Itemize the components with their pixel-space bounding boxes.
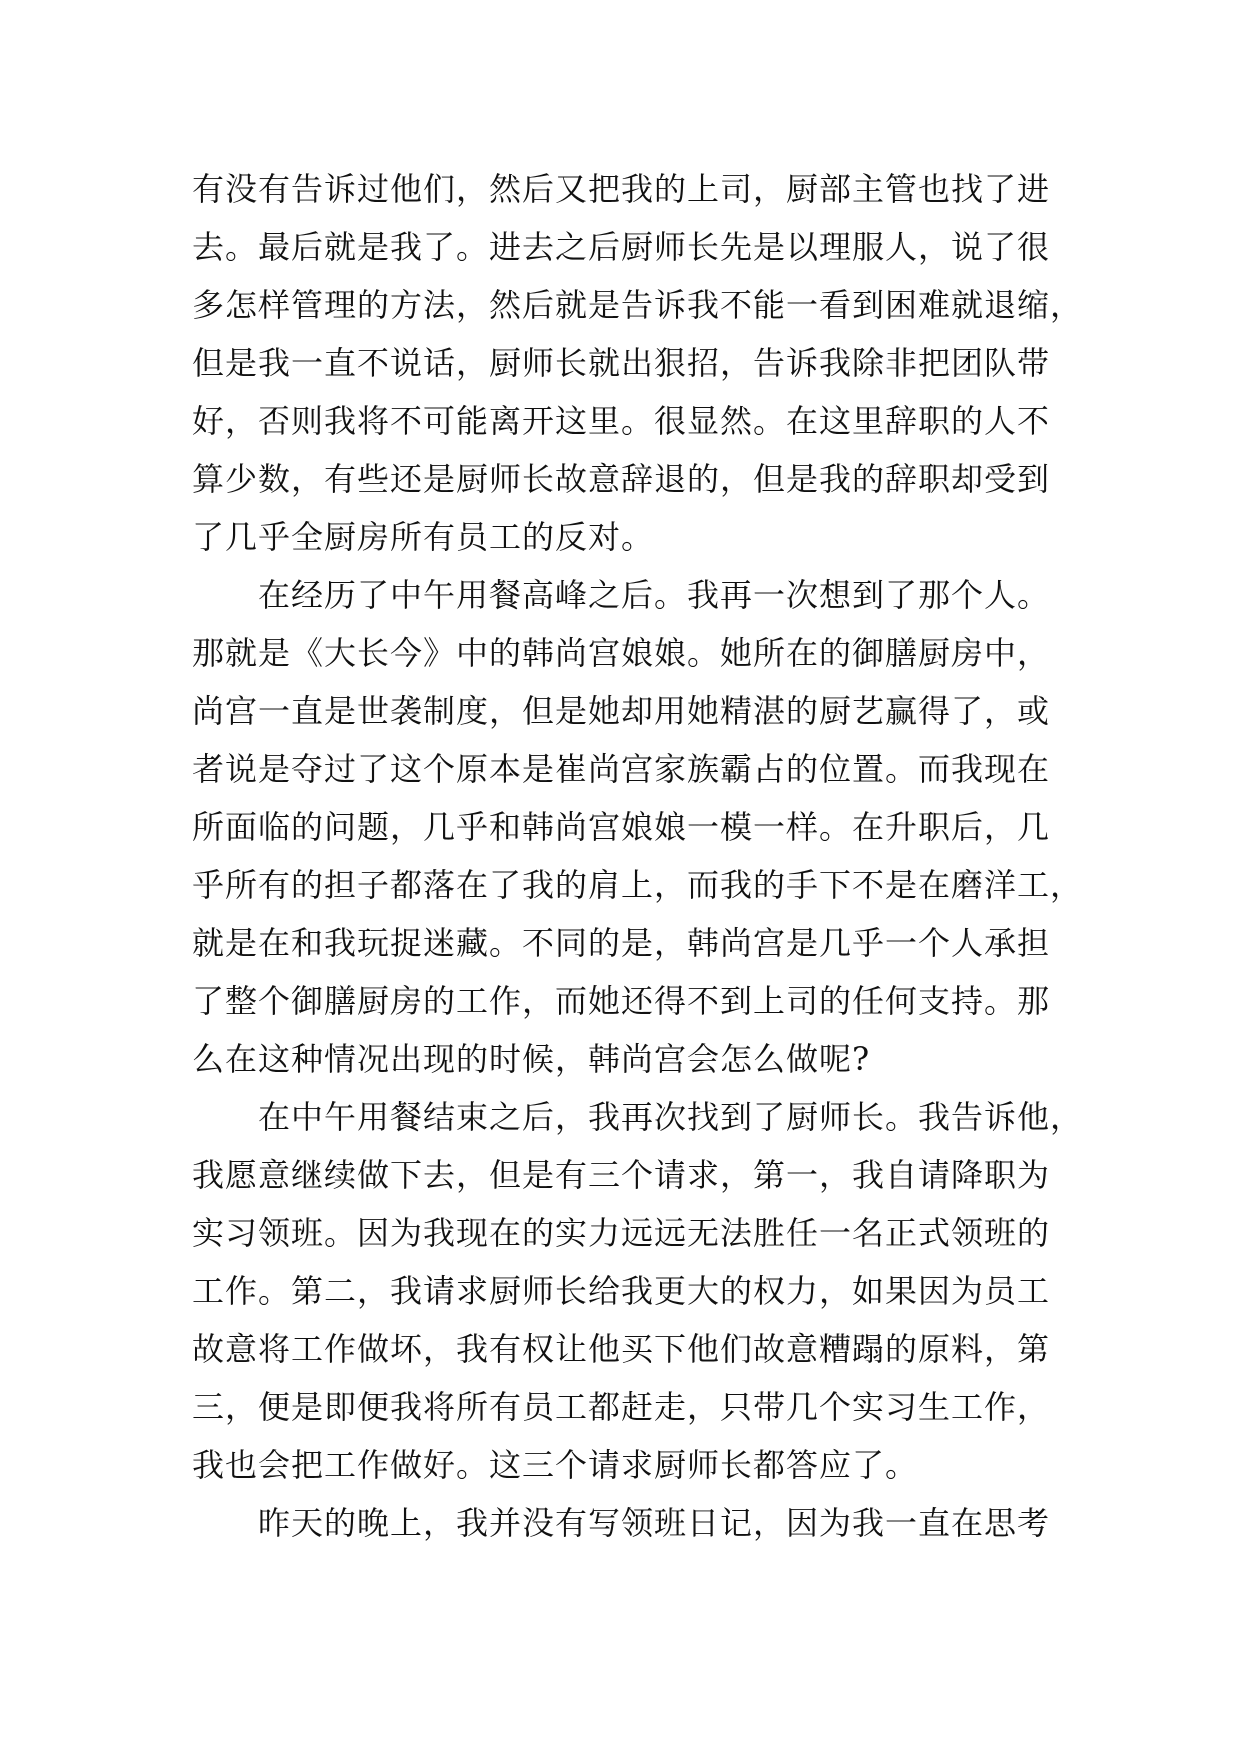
text-line: 但是我一直不说话，厨师长就出狠招，告诉我除非把团队带 bbox=[192, 344, 1051, 382]
text-line: 三，便是即便我将所有员工都赶走，只带几个实习生工作， bbox=[192, 1388, 1051, 1426]
document-body bbox=[192, 160, 1092, 1552]
text-line: 我愿意继续做下去，但是有三个请求，第一，我自请降职为 bbox=[192, 1156, 1051, 1194]
text-line: 乎所有的担子都落在了我的肩上，而我的手下不是在磨洋工， bbox=[192, 866, 1084, 904]
text-line: 了几乎全厨房所有员工的反对。 bbox=[192, 518, 655, 556]
text-line: 所面临的问题，几乎和韩尚宫娘娘一模一样。在升职后，几 bbox=[192, 808, 1051, 846]
text-line: 故意将工作做坏，我有权让他买下他们故意糟蹋的原料，第 bbox=[192, 1330, 1051, 1368]
text-line: 工作。第二，我请求厨师长给我更大的权力，如果因为员工 bbox=[192, 1272, 1051, 1310]
text-line: 好，否则我将不可能离开这里。很显然。在这里辞职的人不 bbox=[192, 402, 1051, 440]
text-line: 了整个御膳厨房的工作，而她还得不到上司的任何支持。那 bbox=[192, 982, 1051, 1020]
text-line: 在中午用餐结束之后，我再次找到了厨师长。我告诉他， bbox=[192, 1098, 1084, 1136]
text-line: 在经历了中午用餐高峰之后。我再一次想到了那个人。 bbox=[192, 576, 1051, 614]
text-line: 者说是夺过了这个原本是崔尚宫家族霸占的位置。而我现在 bbox=[192, 750, 1051, 788]
text-line: 昨天的晚上，我并没有写领班日记，因为我一直在思考 bbox=[192, 1504, 1051, 1542]
text-line: 多怎样管理的方法，然后就是告诉我不能一看到困难就退缩， bbox=[192, 286, 1084, 324]
text-line: 算少数，有些还是厨师长故意辞退的，但是我的辞职却受到 bbox=[192, 460, 1051, 498]
text-line: 么在这种情况出现的时候，韩尚宫会怎么做呢? bbox=[192, 1040, 871, 1078]
text-line: 实习领班。因为我现在的实力远远无法胜任一名正式领班的 bbox=[192, 1214, 1051, 1252]
text-line: 尚宫一直是世袭制度，但是她却用她精湛的厨艺赢得了，或 bbox=[192, 692, 1051, 730]
text-line: 那就是《大长今》中的韩尚宫娘娘。她所在的御膳厨房中， bbox=[192, 634, 1051, 672]
text-line: 去。最后就是我了。进去之后厨师长先是以理服人，说了很 bbox=[192, 228, 1051, 266]
text-line: 就是在和我玩捉迷藏。不同的是，韩尚宫是几乎一个人承担 bbox=[192, 924, 1051, 962]
text-line: 我也会把工作做好。这三个请求厨师长都答应了。 bbox=[192, 1446, 919, 1484]
text-line: 有没有告诉过他们，然后又把我的上司，厨部主管也找了进 bbox=[192, 170, 1051, 208]
